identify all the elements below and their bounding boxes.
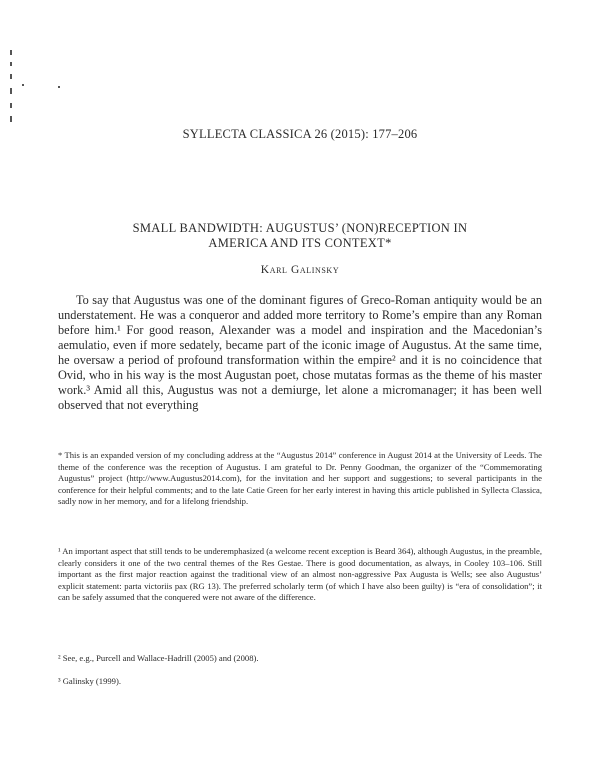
footnote-1: ¹ An important aspect that still tends to be underemphasized (a welcome recent exception is Beard 364), although Augustus, in the preamble, clearly considers it one of the two central themes of the Res Gestae. There is good documentation, as always, in Cooley 103–106. Still important as the first major reaction against the traditional view of an almost non-aggressive Pax Augusta is Wells; see also Augustus’ explicit statement: parta victoriis pax (RG 13). The preferred scholarly term (of which I have also been guilty) is “era of consolidation”; it can be safely assumed that the conquered were not aware of the difference. (58, 546, 542, 603)
scan-margin-marks (0, 0, 30, 140)
article-title: SMALL BANDWIDTH: AUGUSTUS’ (NON)RECEPTION IN AMERICA AND ITS CONTEXT* (132, 221, 468, 250)
footnote-3: ³ Galinsky (1999). (58, 676, 121, 686)
footnote-2: ² See, e.g., Purcell and Wallace-Hadrill (2005) and (2008). (58, 653, 259, 663)
body-paragraph-text: To say that Augustus was one of the dominant figures of Greco-Roman antiquity would be an understatement. He was a conqueror and added more territory to Rome’s empire than any Roman before him.¹ For good reason, Alexander was a model and inspiration and the Macedonian’s aemulatio, even if more sedately, became part of the iconic image of Augustus. At the same time, he oversaw a period of profound transformation within the empire² and it is no coincidence that Ovid, who in his way is the most Augustan poet, chose mutatas formas as the theme of his master work.³ Amid all this, Augustus was not a demiurge, let alone a micromanager; it has been well observed that not everything (58, 293, 542, 412)
body-paragraph (58, 293, 542, 413)
author-name: Karl Galinsky (260, 264, 340, 276)
journal-header: SYLLECTA CLASSICA 26 (2015): 177–206 (182, 127, 418, 141)
footnote-acknowledgment: * This is an expanded version of my concluding address at the “Augustus 2014” conference in August 2014 at the University of Leeds. The theme of the conference was the reception of Augustus. I am grateful to Dr. Penny Goodman, the organizer of the “Commemorating Augustus” project (http://www.Augustus2014.com), for the invitation and her support and suggestions; to several participants in the conference for their helpful comments; and to the late Catie Green for her early interest in having this article published in Syllecta Classica, sadly now in her memory, and for a lifelong friendship. (58, 450, 542, 507)
